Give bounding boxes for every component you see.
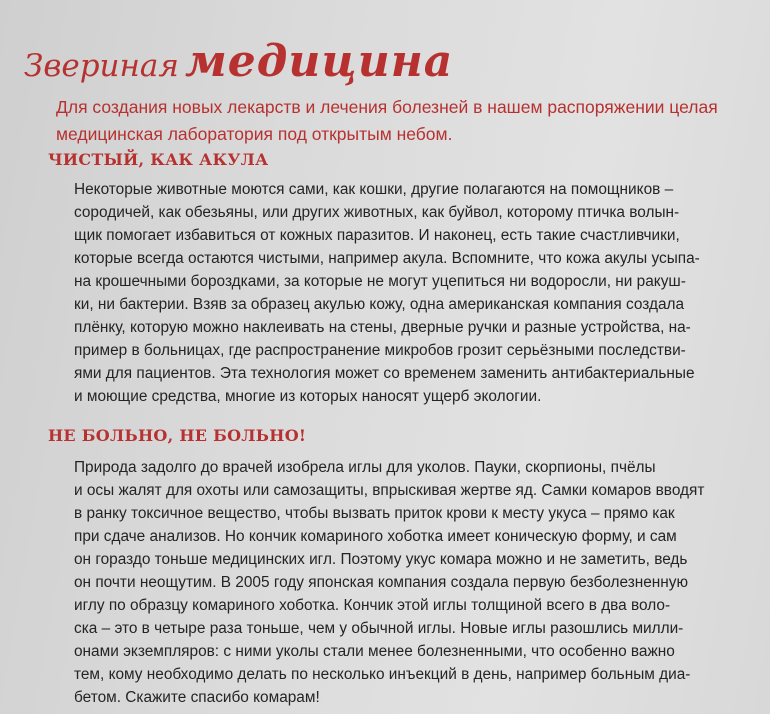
text-line: и осы жалят для охоты или самозащиты, впрыскивая жертве яд. Самки комаров вводят xyxy=(74,482,705,499)
section-text-mosquito xyxy=(74,456,704,709)
text-line: при сдаче анализов. Но кончик комариного хоботка имеет коническую форму, и сам xyxy=(74,528,677,545)
text-line: иглу по образцу комариного хоботка. Кончик этой иглы толщиной всего в два воло- xyxy=(74,597,671,614)
text-line: ска – это в четыре раза тоньше, чем у обычной иглы. Новые иглы разошлись милли- xyxy=(74,620,684,637)
title-part-2: медицина xyxy=(184,36,454,87)
text-line: в ранку токсичное вещество, чтобы вызвать приток крови к месту укуса – прямо как xyxy=(74,505,675,522)
text-line: и моющие средства, многие из которых наносят ущерб экологии. xyxy=(74,388,542,405)
text-line: онами экземпляров: с ними уколы стали менее болезненными, что особенно важно xyxy=(74,643,675,660)
text-line: щик помогает избавиться от кожных паразитов. И наконец, есть такие счастливчики, xyxy=(74,227,680,244)
text-line: пример в больницах, где распространение микробов грозит серьёзными последстви- xyxy=(74,342,686,359)
text-line: бетом. Скажите спасибо комарам! xyxy=(74,689,320,706)
text-line: плёнку, которую можно наклеивать на стены, дверные ручки и разные устройства, на- xyxy=(74,319,691,336)
text-line: сородичей, как обезьяны, или других животных, как буйвол, которому птичка волын- xyxy=(74,204,680,221)
text-line: на крошечными бороздками, за которые не могут уцепиться ни водоросли, ни ракуш- xyxy=(74,273,686,290)
text-line: Природа задолго до врачей изобрела иглы для уколов. Пауки, скорпионы, пчёлы xyxy=(74,459,656,476)
section-heading-shark: ЧИСТЫЙ, КАК АКУЛА xyxy=(48,150,269,169)
section-text-shark xyxy=(74,178,700,408)
text-line: тем, кому необходимо делать по несколько инъекций в день, например больным диа- xyxy=(74,666,691,683)
text-line: он гораздо тоньше медицинских игл. Поэтому укус комара можно и не заметить, ведь xyxy=(74,551,688,568)
text-line: он почти неощутим. В 2005 году японская компания создала первую безболезненную xyxy=(74,574,689,591)
text-line: ки, ни бактерии. Взяв за образец акулью кожу, одна американская компания создала xyxy=(74,296,685,313)
section-heading-mosquito: НЕ БОЛЬНО, НЕ БОЛЬНО! xyxy=(48,426,307,445)
intro-text: Для создания новых лекарств и лечения болезней в нашем распоряжении целая медицинская лаборатория под открытым небом. xyxy=(56,97,718,144)
text-line: которые всегда остаются чистыми, например акула. Вспомните, что кожа акулы усыпа- xyxy=(74,250,700,267)
text-line: Некоторые животные моются сами, как кошки, другие полагаются на помощников – xyxy=(74,181,674,198)
title-part-1: Звериная xyxy=(24,48,179,84)
page-title xyxy=(24,36,453,87)
text-line: ями для пациентов. Эта технология может со временем заменить антибактериальные xyxy=(74,365,695,382)
